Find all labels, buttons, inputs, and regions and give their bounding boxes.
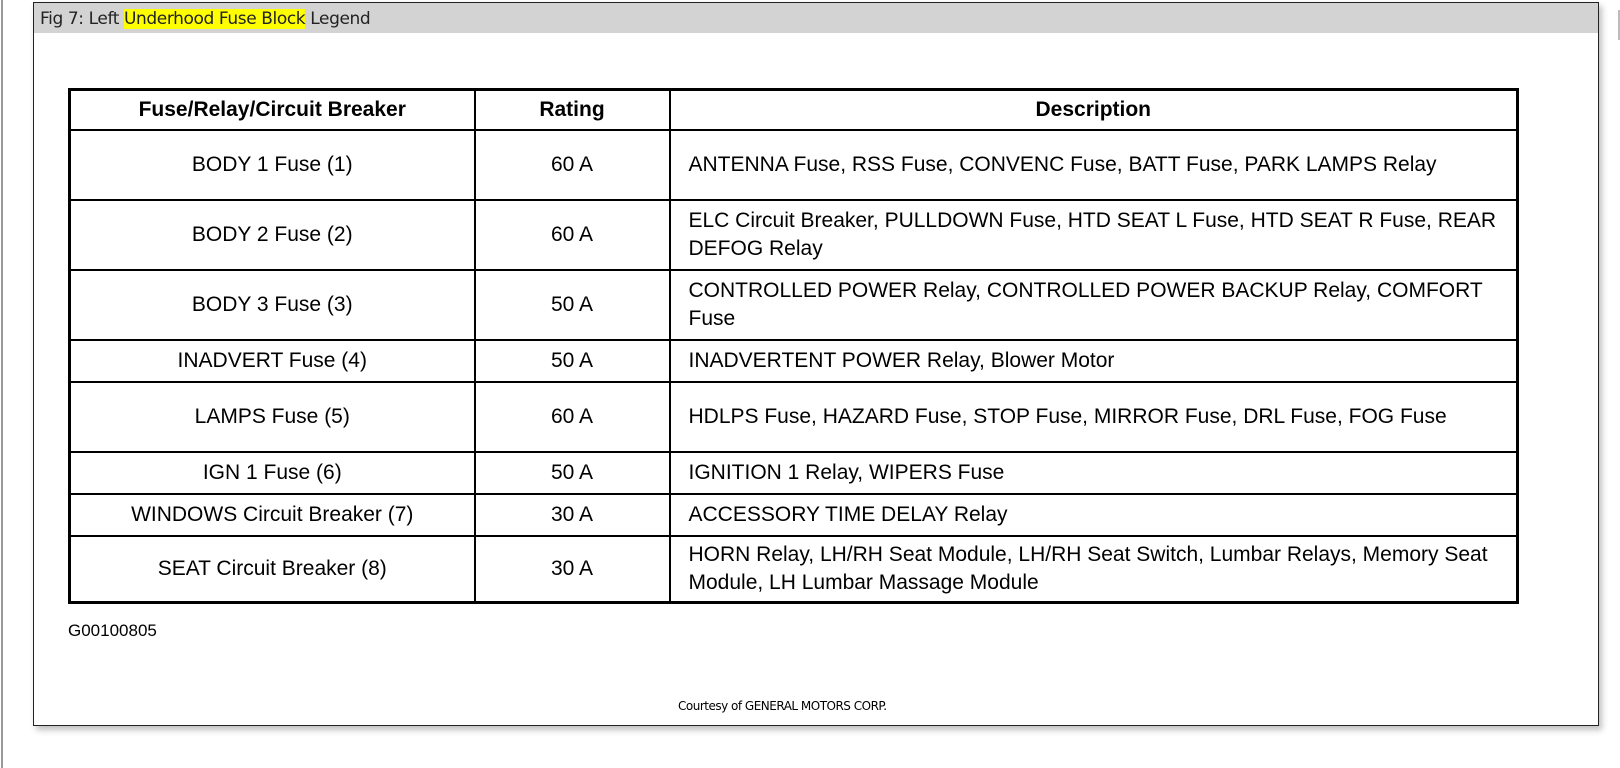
table-row bbox=[70, 270, 1518, 340]
fuse-name: SEAT Circuit Breaker (8) bbox=[70, 536, 475, 602]
title-suffix: Legend bbox=[305, 9, 371, 29]
title-prefix: Fig 7: Left bbox=[40, 9, 124, 29]
fuse-name: BODY 1 Fuse (1) bbox=[70, 130, 475, 200]
fuse-rating: 50 A bbox=[475, 270, 670, 340]
fuse-description: CONTROLLED POWER Relay, CONTROLLED POWER BACKUP Relay, COMFORT Fuse bbox=[670, 270, 1518, 340]
page-border bbox=[1, 0, 3, 768]
header-rating: Rating bbox=[475, 90, 670, 131]
fuse-name: LAMPS Fuse (5) bbox=[70, 382, 475, 452]
table-row bbox=[70, 200, 1518, 270]
fuse-rating: 60 A bbox=[475, 200, 670, 270]
figure-title bbox=[34, 3, 1598, 33]
header-description: Description bbox=[670, 90, 1518, 131]
fuse-rating: 30 A bbox=[475, 494, 670, 536]
fuse-description: ELC Circuit Breaker, PULLDOWN Fuse, HTD SEAT L Fuse, HTD SEAT R Fuse, REAR DEFOG Relay bbox=[670, 200, 1518, 270]
fuse-name: IGN 1 Fuse (6) bbox=[70, 452, 475, 494]
fuse-rating: 60 A bbox=[475, 382, 670, 452]
table-row bbox=[70, 382, 1518, 452]
fuse-rating: 50 A bbox=[475, 340, 670, 382]
fuse-description: IGNITION 1 Relay, WIPERS Fuse bbox=[670, 452, 1518, 494]
fuse-description: HDLPS Fuse, HAZARD Fuse, STOP Fuse, MIRROR Fuse, DRL Fuse, FOG Fuse bbox=[670, 382, 1518, 452]
title-highlight: Underhood Fuse Block bbox=[124, 9, 306, 29]
fuse-rating: 60 A bbox=[475, 130, 670, 200]
fuse-name: BODY 2 Fuse (2) bbox=[70, 200, 475, 270]
fuse-name: WINDOWS Circuit Breaker (7) bbox=[70, 494, 475, 536]
table-row bbox=[70, 130, 1518, 200]
figure-id: G00100805 bbox=[68, 621, 157, 640]
table-row bbox=[70, 452, 1518, 494]
fuse-legend-table bbox=[68, 88, 1519, 604]
fuse-name: INADVERT Fuse (4) bbox=[70, 340, 475, 382]
fuse-name: BODY 3 Fuse (3) bbox=[70, 270, 475, 340]
table-row bbox=[70, 536, 1518, 602]
fuse-description: ANTENNA Fuse, RSS Fuse, CONVENC Fuse, BATT Fuse, PARK LAMPS Relay bbox=[670, 130, 1518, 200]
fuse-rating: 30 A bbox=[475, 536, 670, 602]
fuse-description: HORN Relay, LH/RH Seat Module, LH/RH Seat Switch, Lumbar Relays, Memory Seat Module, LH Lumbar Massage Module bbox=[670, 536, 1518, 602]
fuse-rating: 50 A bbox=[475, 452, 670, 494]
table-row bbox=[70, 494, 1518, 536]
fuse-description: ACCESSORY TIME DELAY Relay bbox=[670, 494, 1518, 536]
fuse-description: INADVERTENT POWER Relay, Blower Motor bbox=[670, 340, 1518, 382]
table-header-row bbox=[70, 90, 1518, 131]
courtesy-text: Courtesy of GENERAL MOTORS CORP. bbox=[678, 699, 887, 713]
figure-panel bbox=[33, 2, 1599, 726]
table-row bbox=[70, 340, 1518, 382]
header-fuse: Fuse/Relay/Circuit Breaker bbox=[70, 90, 475, 131]
